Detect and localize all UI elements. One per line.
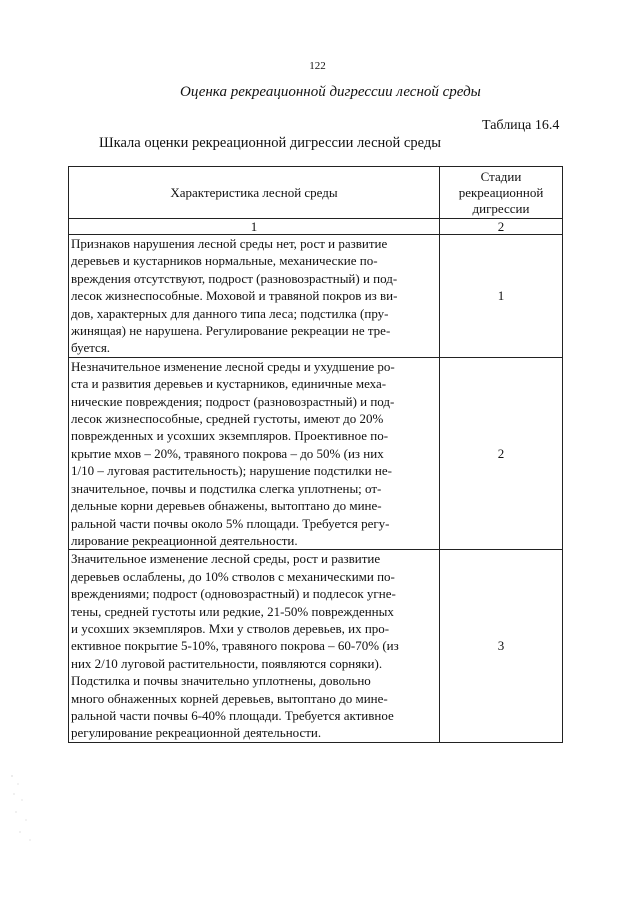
description-line: деревьев ослаблены, до 10% стволов с механическими по- <box>71 568 395 584</box>
description-line: дов, характерных для данного типа леса; подстилка (пру- <box>71 305 389 321</box>
description-line: значительное, почвы и подстилка слегка уплотнены; от- <box>71 480 382 496</box>
column-number-row <box>69 219 563 235</box>
table-label: Таблица 16.4 <box>482 118 560 133</box>
description-line: ральной части почвы 6-40% площади. Требуется активное <box>71 707 394 723</box>
digression-scale-table <box>68 166 563 743</box>
description-line: ективное покрытие 5-10%, травяного покрова – 60-70% (из <box>71 638 399 654</box>
description-line: дельные корни деревьев обнажены, вытоптано до мине- <box>71 498 382 514</box>
table-row <box>69 357 563 549</box>
description-line: них 2/10 луговой растительности, появляются сорняки). <box>71 655 383 671</box>
description-line: Подстилка и почвы значительно уплотнены, довольно <box>71 673 371 689</box>
header-characteristic: Характеристика лесной среды <box>69 167 440 219</box>
description-line: много обнаженных корней деревьев, вытоптано до мине- <box>71 690 388 706</box>
description-line: Значительное изменение лесной среды, рост и развитие <box>71 551 381 567</box>
table-row <box>69 235 563 358</box>
description-line: нические повреждения; подрост (разновозрастный) и под- <box>71 393 395 409</box>
description-line: 1/10 – луговая растительность); нарушение подстилки не- <box>71 463 392 479</box>
description-line: лесок жизнеспособные, средней густоты, имеют до 20% <box>71 411 384 427</box>
page-number: 122 <box>309 60 326 72</box>
description-line: регулирование рекреационной деятельности. <box>71 725 322 741</box>
description-line: тены, средней густоты или редкие, 21-50% поврежденных <box>71 603 394 619</box>
description-line: ральной части почвы около 5% площади. Требуется регу- <box>71 515 390 531</box>
description-line: крытие мхов – 20%, травяного покрова – до 50% (из них <box>71 445 384 461</box>
row-stage: 1 <box>440 235 563 358</box>
header-stage-line: Стадии <box>480 168 522 184</box>
table-header-row <box>69 167 563 219</box>
description-line: вреждения отсутствуют, подрост (разновозрастный) и под- <box>71 270 398 286</box>
description-line: вреждениями; подрост (одновозрастный) и подлесок угне- <box>71 586 396 602</box>
column-number: 2 <box>440 219 563 235</box>
description-line: деревьев и кустарников нормальные, механические по- <box>71 253 378 269</box>
scan-speckles <box>8 770 48 850</box>
header-stage <box>440 167 563 219</box>
description-line: буется. <box>71 340 111 356</box>
table-row <box>69 550 563 742</box>
description-line: лесок жизнеспособные. Моховой и травяной покров из ви- <box>71 288 398 304</box>
row-stage: 3 <box>440 550 563 742</box>
description-line: поврежденных и усохших экземпляров. Проективное по- <box>71 428 389 444</box>
header-stage-line: рекреационной <box>458 184 544 200</box>
column-number: 1 <box>69 219 440 235</box>
row-description <box>69 550 440 742</box>
description-line: жинящая) не нарушена. Регулирование рекреации не тре- <box>71 323 391 339</box>
header-stage-line: дигрессии <box>472 200 530 216</box>
row-stage: 2 <box>440 357 563 549</box>
description-line: Незначительное изменение лесной среды и ухудшение ро- <box>71 358 395 374</box>
description-line: и усохших экземпляров. Мхи у стволов деревьев, их про- <box>71 620 390 636</box>
table-caption: Шкала оценки рекреационной дигрессии лесной среды <box>99 135 441 151</box>
description-line: ста и развития деревьев и кустарников, единичные меха- <box>71 376 387 392</box>
description-line: Признаков нарушения лесной среды нет, рост и развитие <box>71 236 388 251</box>
row-description <box>69 235 440 358</box>
section-title: Оценка рекреационной дигрессии лесной среды <box>180 84 481 100</box>
description-line: лирование рекреационной деятельности. <box>71 532 298 548</box>
row-description <box>69 357 440 549</box>
